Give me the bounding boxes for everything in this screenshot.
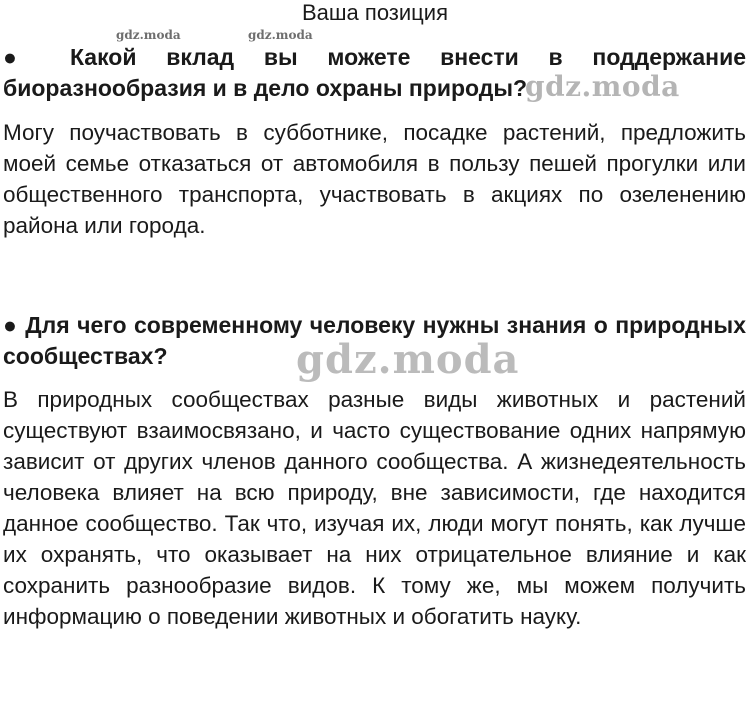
answer-1: Могу поучаствовать в субботнике, посадке растений, предложить моей семье отказаться от автомобиля в пользу пешей прогулки или общественного транспорта, участвовать в акциях по озеленению района или города. [3,120,746,238]
watermark-large: gdz.moda [296,336,520,383]
watermark-small: gdz.moda [116,28,181,42]
answer-2: В природных сообществах разные виды животных и растений существуют взаимосвязано, и часто существование одних напрямую зависит от других членов данного сообщества. А жизнедеятельность человека влияет на всю природу, вне зависимости, где находится данное сообщество. Так что, изучая их, люди могут понять, как лучше их охранять, что оказывает на них отрицательное влияние и как сохранить разнообразие видов. К тому же, мы можем получить информацию о поведении животных и обогатить науку. [3,387,746,629]
question-2: ● Для чего современному человеку нужны знания о природных сообществах? [3,312,746,369]
page-title: Ваша позиция [302,0,448,25]
question-1: ● Какой вклад вы можете внести в поддержание биоразнообразия и в дело охраны природы? [3,44,746,101]
watermark-small: gdz.moda [248,28,313,42]
watermark-medium: gdz.moda [525,70,680,103]
